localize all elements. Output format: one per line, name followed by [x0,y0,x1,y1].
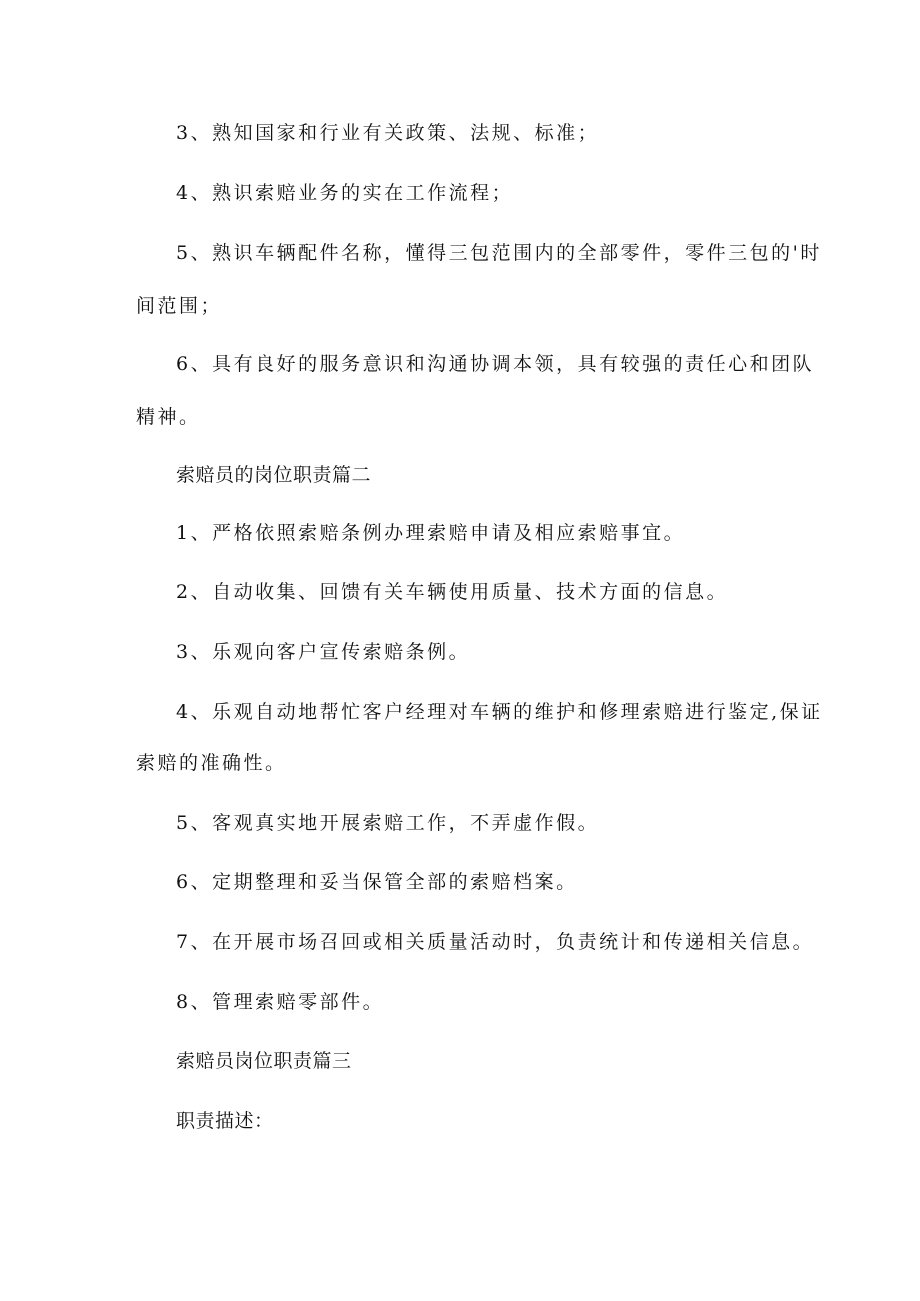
section-heading: 索赔员的岗位职责篇二 [176,464,372,486]
paragraph-line: 1、严格依照索赔条例办理索赔申请及相应索赔事宜。 [176,522,686,544]
paragraph-line: 8、管理索赔零部件。 [176,991,385,1013]
paragraph-line: 3、熟知国家和行业有关政策、法规、标准； [176,122,600,144]
paragraph-continuation-line: 精神。 [136,406,201,428]
paragraph-line: 5、熟识车辆配件名称，懂得三包范围内的全部零件，零件三包的'时 [176,242,822,264]
paragraph-line: 6、定期整理和妥当保管全部的索赔档案。 [176,871,578,893]
paragraph-line: 4、乐观自动地帮忙客户经理对车辆的维护和修理索赔进行鉴定,保证 [176,701,823,723]
paragraph-line: 3、乐观向客户宣传索赔条例。 [176,641,471,663]
paragraph-continuation-line: 索赔的准确性。 [136,752,287,774]
subsection-label: 职责描述： [176,1110,274,1132]
section-heading: 索赔员岗位职责篇三 [176,1050,352,1072]
paragraph-line: 6、具有良好的服务意识和沟通协调本领，具有较强的责任心和团队 [176,353,815,375]
paragraph-continuation-line: 间范围； [136,295,223,317]
paragraph-line: 5、客观真实地开展索赔工作，不弄虚作假。 [176,812,600,834]
paragraph-line: 7、在开展市场召回或相关质量活动时，负责统计和传递相关信息。 [176,931,815,953]
paragraph-line: 4、熟识索赔业务的实在工作流程； [176,182,514,204]
paragraph-line: 2、自动收集、回馈有关车辆使用质量、技术方面的信息。 [176,581,729,603]
